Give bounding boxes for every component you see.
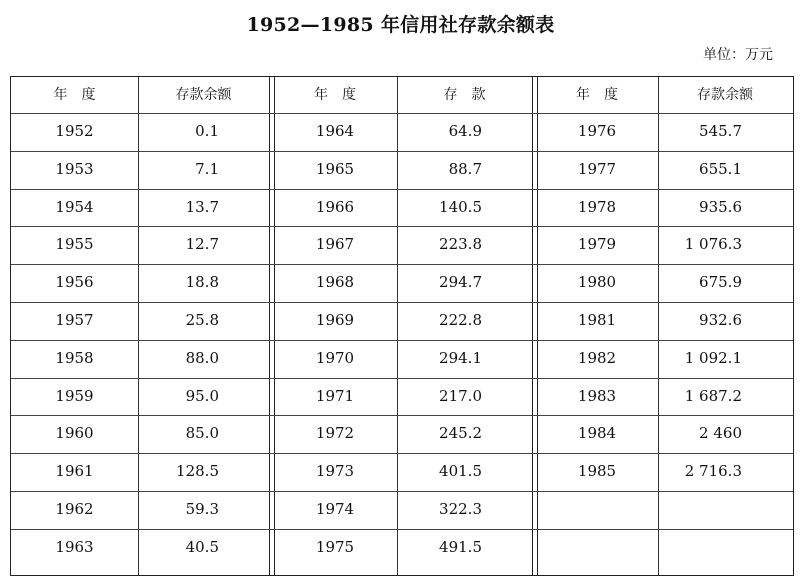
balance-cell: 401.5 xyxy=(439,462,482,481)
year-cell: 1979 xyxy=(577,235,617,254)
balance-cell: 294.7 xyxy=(439,273,482,292)
balance-cell: 217.0 xyxy=(439,386,482,405)
balance-cell: 322.3 xyxy=(439,500,482,518)
year-cell: 1956 xyxy=(55,273,94,292)
balance-cell: 88.0 xyxy=(185,348,219,367)
balance-cell: 7.1 xyxy=(195,159,219,178)
year-cell: 1981 xyxy=(577,311,617,329)
year-cell: 1952 xyxy=(55,122,94,140)
year-cell: 1971 xyxy=(315,386,355,405)
balance-cell: 25.8 xyxy=(185,311,219,329)
balance-cell: 59.3 xyxy=(185,500,219,518)
header-value: 存款余额 xyxy=(175,87,232,103)
balance-cell: 140.5 xyxy=(439,197,482,216)
balance-cell: 95.0 xyxy=(185,386,219,405)
deposit-balance-table xyxy=(10,76,794,576)
balance-cell: 1 092.1 xyxy=(684,348,742,367)
header-year: 年 度 xyxy=(576,87,618,103)
year-cell: 1959 xyxy=(55,386,94,405)
balance-cell: 932.6 xyxy=(699,311,742,329)
year-cell: 1972 xyxy=(315,424,355,443)
year-cell: 1976 xyxy=(577,122,617,140)
balance-cell: 1 076.3 xyxy=(684,235,742,254)
year-cell: 1966 xyxy=(315,197,355,216)
year-cell: 1985 xyxy=(577,462,617,481)
balance-cell xyxy=(658,491,742,529)
year-cell xyxy=(536,491,658,529)
year-cell: 1955 xyxy=(55,235,94,254)
year-cell: 1984 xyxy=(577,424,617,443)
year-cell: 1953 xyxy=(55,159,94,178)
balance-cell: 18.8 xyxy=(185,273,219,292)
header-year: 年 度 xyxy=(314,87,356,103)
year-cell: 1962 xyxy=(55,500,94,518)
year-cell: 1974 xyxy=(315,500,355,518)
year-cell: 1980 xyxy=(577,273,617,292)
year-cell: 1965 xyxy=(315,159,355,178)
balance-cell: 64.9 xyxy=(448,122,482,140)
balance-cell: 675.9 xyxy=(699,273,742,292)
balance-cell: 655.1 xyxy=(699,159,742,178)
balance-cell xyxy=(658,529,742,567)
year-cell: 1961 xyxy=(55,462,94,481)
year-cell: 1960 xyxy=(55,424,94,443)
year-cell: 1975 xyxy=(315,537,355,556)
year-cell: 1982 xyxy=(577,348,617,367)
balance-cell: 40.5 xyxy=(185,537,219,556)
year-cell: 1963 xyxy=(55,537,94,556)
balance-cell: 222.8 xyxy=(439,311,482,329)
year-cell: 1954 xyxy=(55,197,94,216)
balance-cell: 12.7 xyxy=(185,235,219,254)
year-cell: 1968 xyxy=(315,273,355,292)
balance-cell: 2 460 xyxy=(699,424,742,443)
balance-cell: 1 687.2 xyxy=(684,386,742,405)
year-cell: 1957 xyxy=(55,311,94,329)
year-cell xyxy=(536,529,658,567)
balance-cell: 935.6 xyxy=(699,197,742,216)
balance-cell: 2 716.3 xyxy=(684,462,742,481)
unit-label: 单位：万元 xyxy=(703,47,773,63)
year-cell: 1977 xyxy=(577,159,617,178)
header-value: 存 款 xyxy=(443,87,486,103)
year-cell: 1983 xyxy=(577,386,617,405)
year-cell: 1964 xyxy=(315,122,355,140)
balance-cell: 294.1 xyxy=(439,348,482,367)
header-year: 年 度 xyxy=(53,87,96,103)
year-cell: 1973 xyxy=(315,462,355,481)
table-title: 1952—1985 年信用社存款余额表 xyxy=(246,14,555,36)
balance-cell: 491.5 xyxy=(439,537,482,556)
year-cell: 1969 xyxy=(315,311,355,329)
balance-cell: 128.5 xyxy=(176,462,219,481)
year-cell: 1978 xyxy=(577,197,617,216)
balance-cell: 85.0 xyxy=(185,424,219,443)
balance-cell: 88.7 xyxy=(448,159,482,178)
year-cell: 1967 xyxy=(315,235,355,254)
header-value: 存款余额 xyxy=(697,87,753,103)
balance-cell: 545.7 xyxy=(699,122,742,140)
balance-cell: 245.2 xyxy=(439,424,482,443)
balance-cell: 13.7 xyxy=(185,197,219,216)
balance-cell: 0.1 xyxy=(195,122,219,140)
year-cell: 1970 xyxy=(315,348,355,367)
balance-cell: 223.8 xyxy=(439,235,482,254)
year-cell: 1958 xyxy=(55,348,94,367)
